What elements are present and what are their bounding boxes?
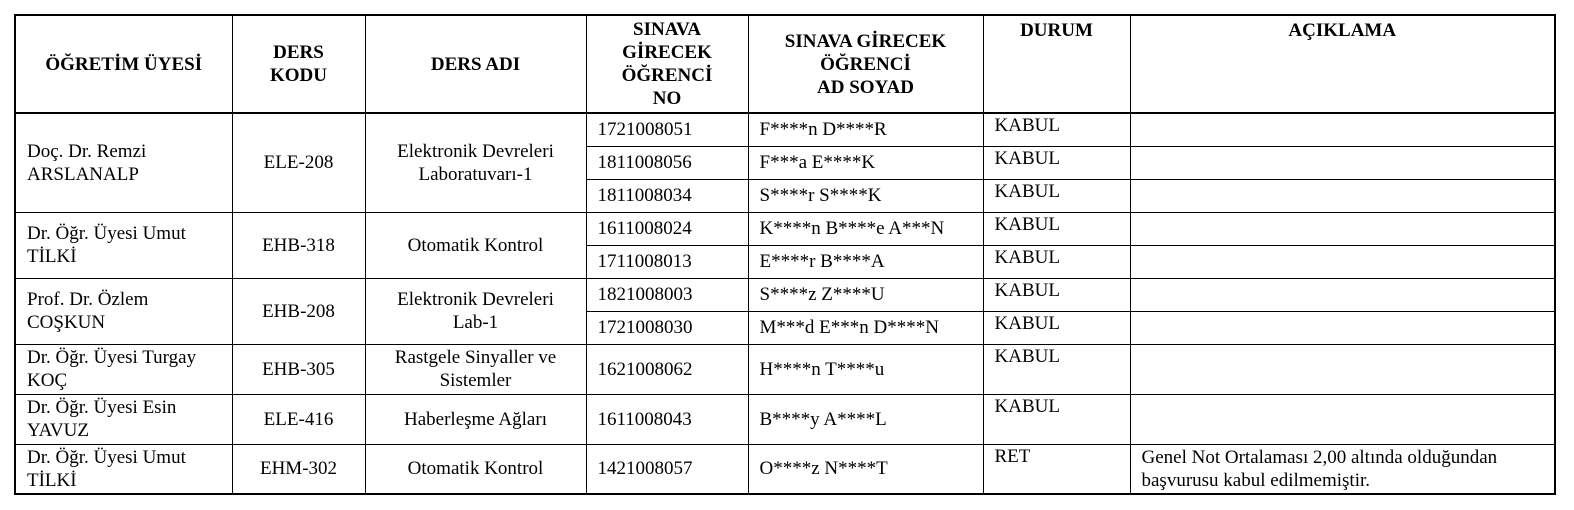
student-name-cell: S****r S****K: [748, 179, 983, 212]
instructor-cell: [15, 394, 232, 444]
course-code-cell: EHM-302: [232, 444, 365, 494]
instructor-line: YAVUZ: [27, 420, 89, 441]
note-cell: [1130, 113, 1555, 146]
status-cell: RET: [983, 444, 1130, 494]
status-cell: KABUL: [983, 311, 1130, 344]
course-code-cell: EHB-305: [232, 344, 365, 394]
course-name-line: Rastgele Sinyaller ve: [394, 347, 557, 368]
header-student-no-line: ÖĞRENCİ: [621, 65, 713, 86]
header-row: [15, 15, 1555, 113]
note-cell: [1130, 245, 1555, 278]
student-no-cell: 1811008034: [586, 179, 748, 212]
note-cell: [1130, 179, 1555, 212]
instructor-cell: [15, 344, 232, 394]
status-cell: KABUL: [983, 146, 1130, 179]
student-name-cell: S****z Z****U: [748, 278, 983, 311]
status-cell: KABUL: [983, 179, 1130, 212]
student-name-cell: O****z N****T: [748, 444, 983, 494]
header-course-code-line: KODU: [270, 65, 327, 86]
instructor-line: Doç. Dr. Remzi: [27, 140, 147, 162]
instructor-line: Prof. Dr. Özlem: [27, 289, 149, 310]
header-student-name-line: ÖĞRENCİ: [820, 53, 911, 75]
course-name-line: Haberleşme Ağları: [404, 408, 547, 430]
student-name-cell: K****n B****e A***N: [748, 212, 983, 245]
student-no-cell: 1721008030: [586, 311, 748, 344]
instructor-line: ARSLANALP: [27, 163, 139, 185]
course-name-line: Otomatik Kontrol: [407, 458, 544, 480]
course-name-line: Elektronik Devreleri: [397, 140, 554, 162]
student-name-cell: B****y A****L: [748, 394, 983, 444]
instructor-line: TİLKİ: [27, 246, 77, 267]
status-cell: KABUL: [983, 113, 1130, 146]
instructor-line: KOÇ: [27, 370, 68, 391]
instructor-line: Dr. Öğr. Üyesi Turgay: [27, 347, 197, 368]
status-cell: KABUL: [983, 245, 1130, 278]
header-student-name-line: AD SOYAD: [817, 76, 914, 98]
student-no-cell: 1621008062: [586, 344, 748, 394]
note-cell: Genel Not Ortalaması 2,00 altında olduğundan başvurusu kabul edilmemiştir.: [1130, 444, 1555, 494]
note-cell: [1130, 146, 1555, 179]
student-no-cell: 1821008003: [586, 278, 748, 311]
header-instructor: ÖĞRETİM ÜYESİ: [15, 15, 232, 113]
note-cell: [1130, 394, 1555, 444]
student-no-cell: 1711008013: [586, 245, 748, 278]
student-no-cell: 1611008043: [586, 394, 748, 444]
table-row: [15, 113, 1555, 146]
header-student-no-line: SINAVA: [633, 19, 701, 40]
instructor-line: COŞKUN: [27, 312, 106, 333]
status-cell: KABUL: [983, 212, 1130, 245]
table-row: [15, 212, 1555, 245]
course-code-cell: EHB-208: [232, 278, 365, 344]
header-student-no-line: GİRECEK: [622, 42, 712, 63]
course-name-line: Sistemler: [439, 370, 512, 391]
table-row: [15, 444, 1555, 494]
instructor-cell: [15, 278, 232, 344]
header-student-no: [586, 15, 748, 113]
header-student-no-line: NO: [652, 88, 682, 109]
student-name-cell: E****r B****A: [748, 245, 983, 278]
table-row: [15, 394, 1555, 444]
course-name-line: Elektronik Devreleri: [397, 289, 554, 310]
student-name-cell: F***a E****K: [748, 146, 983, 179]
student-no-cell: 1611008024: [586, 212, 748, 245]
note-cell: [1130, 278, 1555, 311]
header-status: DURUM: [983, 15, 1130, 113]
header-course-code-line: DERS: [273, 42, 324, 63]
course-name-cell: [365, 212, 586, 278]
header-course-code: [232, 15, 365, 113]
course-name-line: Lab-1: [452, 312, 499, 333]
instructor-line: TİLKİ: [27, 469, 77, 491]
status-cell: KABUL: [983, 394, 1130, 444]
table-row: [15, 278, 1555, 311]
instructor-cell: [15, 444, 232, 494]
course-name-cell: [365, 394, 586, 444]
note-cell: [1130, 212, 1555, 245]
instructor-line: Dr. Öğr. Üyesi Esin: [27, 397, 177, 418]
course-code-cell: ELE-208: [232, 113, 365, 212]
header-note: AÇIKLAMA: [1130, 15, 1555, 113]
header-course-name: DERS ADI: [365, 15, 586, 113]
course-name-cell: [365, 444, 586, 494]
student-name-cell: F****n D****R: [748, 113, 983, 146]
status-cell: KABUL: [983, 278, 1130, 311]
course-name-cell: [365, 344, 586, 394]
table-row: [15, 344, 1555, 394]
note-cell: [1130, 311, 1555, 344]
student-no-cell: 1721008051: [586, 113, 748, 146]
exam-student-table: [14, 14, 1556, 495]
instructor-cell: [15, 212, 232, 278]
instructor-line: Dr. Öğr. Üyesi Umut: [27, 223, 186, 244]
note-cell: [1130, 344, 1555, 394]
course-name-line: Laboratuvarı-1: [418, 163, 533, 185]
course-name-cell: [365, 113, 586, 212]
course-code-cell: ELE-416: [232, 394, 365, 444]
header-student-name: [748, 15, 983, 113]
course-name-cell: [365, 278, 586, 344]
student-no-cell: 1811008056: [586, 146, 748, 179]
student-name-cell: M***d E***n D****N: [748, 311, 983, 344]
instructor-cell: [15, 113, 232, 212]
header-student-name-line: SINAVA GİRECEK: [784, 30, 947, 52]
course-name-line: Otomatik Kontrol: [407, 234, 544, 256]
status-cell: KABUL: [983, 344, 1130, 394]
student-name-cell: H****n T****u: [748, 344, 983, 394]
course-code-cell: EHB-318: [232, 212, 365, 278]
student-no-cell: 1421008057: [586, 444, 748, 494]
instructor-line: Dr. Öğr. Üyesi Umut: [27, 446, 186, 468]
